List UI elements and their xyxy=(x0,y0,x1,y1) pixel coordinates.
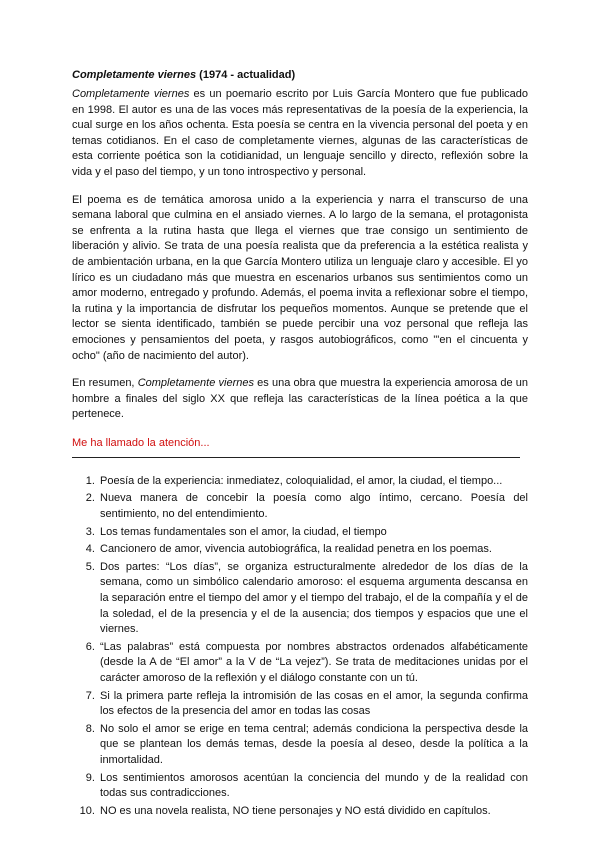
summary-after: es una obra que muestra la experiencia amorosa de un hombre a finales del siglo XX que refleja las características de la línea poética a la que pertenece. xyxy=(72,377,528,421)
list-item: 9. Los sentimientos amorosos acentúan la conciencia del mundo y de la realidad con todas sus contradicciones. xyxy=(98,771,528,802)
list-item: 4. Cancionero de amor, vivencia autobiográfica, la realidad penetra en los poemas. xyxy=(98,542,528,558)
title-years: (1974 - actualidad) xyxy=(199,69,296,81)
list-item: 10. NO es una novela realista, NO tiene personajes y NO está dividido en capítulos. xyxy=(98,804,528,820)
notes-list xyxy=(72,474,528,819)
title-work: Completamente viernes xyxy=(72,69,197,81)
intro-work-title: Completamente viernes xyxy=(72,88,190,100)
list-item: 6. “Las palabras” está compuesta por nombres abstractos ordenados alfabéticamente (desde la A de “El amor” a la V de “La vejez”). Se trata de meditaciones unidas por el carácter amoroso de la reflexión y el diálogo constante con un tú. xyxy=(98,640,528,687)
paragraph-theme: El poema es de temática amorosa unido a la experiencia y narra el transcurso de una semana laboral que culmina en el ansiado viernes. A lo largo de la semana, el protagonista se enfrenta a la rutina hasta que llega el viernes que trae consigo un sentimiento de liberación y alivio. Se trata de una poesía realista que da preferencia a la estética realista y de ambientación urbana, en la que García Montero utiliza un lenguaje claro y accesible. El yo lírico es un ciudadano más que muestra en escenarios urbanos sus sentimientos como un amor moderno, entregado y profundo. Además, el poema invita a reflexionar sobre el tiempo, la rutina y la importancia de disfrutar los pequeños momentos. Aunque se pretende que el lector se sienta identificado, también se puede percibir una voz personal que refleja las emociones y pensamientos del poeta, y rasgos autobiográficos, como "'en el cincuenta y ocho" (año de nacimiento del autor). xyxy=(72,193,528,362)
list-item: 5. Dos partes: “Los días”, se organiza estructuralmente alrededor de los días de la semana, como un simbólico calendario amoroso: el esquema argumenta descansa en la separación entre el tiempo del amor y el tiempo del trabajo, el de la compañía y el de la soledad, el de la presencia y el de la ausencia; dos tiempos y espacios que une el viernes. xyxy=(98,560,528,638)
list-item: 8. No solo el amor se erige en tema central; además condiciona la perspectiva desde la que se plantean los demás temas, desde la poesía al deseo, desde la política a la inmortalidad. xyxy=(98,722,528,769)
summary-before: En resumen, xyxy=(72,377,135,390)
list-item: 2. Nueva manera de concebir la poesía como algo íntimo, cercano. Poesía del sentimiento, no del entendimiento. xyxy=(98,491,528,522)
intro-text: es un poemario escrito por Luis García Montero que fue publicado en 1998. El autor es una de las voces más representativas de la poesía de la experiencia, la cual surge en los años ochenta. Esta poesía se centra en la vivencia personal del poeta y en temas cotidianos. En el caso de completamente viernes, algunas de las características de esta corriente poética son la cotidianidad, un lenguaje sencillo y directo, reflexión sobre la vida y el paso del tiempo, y un tono introspectivo y personal. xyxy=(72,88,528,178)
divider-line xyxy=(72,457,520,458)
paragraph-intro xyxy=(72,87,528,181)
paragraph-summary xyxy=(72,376,528,423)
list-item: 7. Si la primera parte refleja la intromisión de las cosas en el amor, la segunda confirma los efectos de la presencia del amor en todas las cosas xyxy=(98,689,528,720)
document-title xyxy=(72,68,528,83)
list-item: 3. Los temas fundamentales son el amor, la ciudad, el tiempo xyxy=(98,525,528,541)
callout-heading: Me ha llamado la atención... xyxy=(72,436,210,449)
list-item: 1. Poesía de la experiencia: inmediatez, coloquialidad, el amor, la ciudad, el tiempo... xyxy=(98,474,528,490)
summary-work-title: Completamente viernes xyxy=(137,377,254,390)
document-body xyxy=(72,68,528,821)
